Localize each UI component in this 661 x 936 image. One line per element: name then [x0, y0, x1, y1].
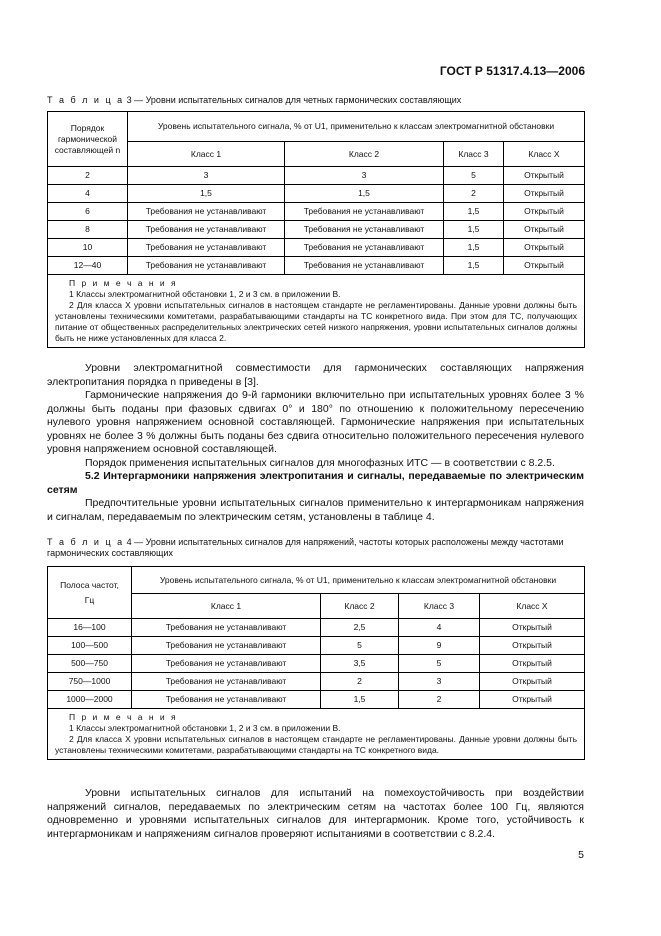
table4-class-2: Класс 2: [321, 594, 399, 619]
table4-caption-text: 4 — Уровни испытательных сигналов для напряжений, частоты которых расположены между частотами гармонических составляющих: [47, 537, 564, 558]
table4-caption: [47, 537, 615, 559]
page-number: 5: [578, 849, 584, 861]
table3-class-x: Класс X: [504, 142, 585, 167]
note-1: 1 Классы электромагнитной обстановки 1, 2 и 3 см. в приложении В.: [69, 723, 341, 733]
table-cell: 6: [48, 203, 128, 221]
table-cell: 750—1000: [48, 673, 132, 691]
table-cell: Открытый: [504, 185, 585, 203]
table-cell: 2: [48, 167, 128, 185]
table-cell: Требования не устанавливают: [132, 691, 321, 709]
paragraph: Уровни электромагнитной совместимости для гармонических составляющих напряжения электропитания порядка n приведены в [3].: [47, 362, 584, 388]
table-cell: Требования не устанавливают: [132, 673, 321, 691]
table-cell: 9: [399, 637, 480, 655]
table-cell: 5: [399, 655, 480, 673]
table3: [47, 111, 585, 348]
table-row: [48, 619, 585, 637]
table-cell: Требования не устанавливают: [285, 221, 444, 239]
table-row: [48, 673, 585, 691]
table4-class-x: Класс X: [480, 594, 585, 619]
table-cell: Открытый: [480, 655, 585, 673]
table-cell: Открытый: [480, 691, 585, 709]
table-row: [48, 239, 585, 257]
table-cell: 4: [399, 619, 480, 637]
table-row: [48, 637, 585, 655]
table-cell: 4: [48, 185, 128, 203]
table-cell: Требования не устанавливают: [128, 239, 285, 257]
table3-caption-text: 3 — Уровни испытательных сигналов для четных гармонических составляющих: [124, 95, 462, 105]
table-cell: 1,5: [285, 185, 444, 203]
table-row: [48, 167, 585, 185]
table3-class-3: Класс 3: [444, 142, 504, 167]
note-1: 1 Классы электромагнитной обстановки 1, 2 и 3 см. в приложении В.: [69, 289, 341, 299]
table-cell: Открытый: [504, 221, 585, 239]
table-cell: Требования не устанавливают: [128, 221, 285, 239]
table-cell: 2: [444, 185, 504, 203]
table-cell: 3: [285, 167, 444, 185]
paragraph: Порядок применения испытательных сигналов для многофазных ИТС — в соответствии с 8.2.5.: [85, 456, 555, 469]
paragraph: Гармонические напряжения до 9-й гармоники включительно при испытательных уровнях более 3 % должны быть поданы при фазовых сдвигах 0° и 180° по отношению к положительному пересечению нулевого уровня напряжением основной составляющей. Гармонические напряжения при испытательных уровнях не более 3 % должны быть поданы без сдвига относительно положительного пересечения нулевого уровня напряжением основной составляющей.: [47, 389, 584, 455]
table3-class-1: Класс 1: [128, 142, 285, 167]
table-cell: 12—40: [48, 257, 128, 275]
table-cell: Открытый: [504, 167, 585, 185]
note-2: 2 Для класса X уровни испытательных сигналов в настоящем стандарте не регламентированы. Данные уровни должны быть установлены техническими комитетами, разрабатывающими стандарты на ТС конкретного вида. При этом для ТС, получающих питание от общественных распределительных электрических сетей низкого напряжения, уровни испытательных сигналов должны быть не ниже установленных для класса 2.: [55, 300, 577, 343]
section-heading-5-2: 5.2 Интергармоники напряжения электропитания и сигналы, передаваемые по электрическим сетям: [47, 470, 584, 496]
table-cell: Требования не устанавливают: [132, 637, 321, 655]
table3-col-level: Уровень испытательного сигнала, % от U1, применительно к классам электромагнитной обстановки: [128, 112, 585, 142]
table-cell: 1,5: [444, 221, 504, 239]
table-cell: Открытый: [480, 673, 585, 691]
table-cell: 1,5: [444, 203, 504, 221]
table-cell: 1,5: [128, 185, 285, 203]
table-cell: 1,5: [444, 257, 504, 275]
table-row: [48, 691, 585, 709]
table-row: [48, 185, 585, 203]
table4-col-band: Полоса частот, Гц: [48, 567, 132, 619]
table-cell: Открытый: [480, 619, 585, 637]
table-cell: Требования не устанавливают: [128, 203, 285, 221]
table-cell: Открытый: [504, 257, 585, 275]
standard-code: ГОСТ Р 51317.4.13—2006: [439, 64, 585, 78]
table-cell: 3,5: [321, 655, 399, 673]
table-cell: 1,5: [444, 239, 504, 257]
table-cell: 2: [399, 691, 480, 709]
notes-title: П р и м е ч а н и я: [69, 712, 178, 722]
table-cell: Открытый: [480, 637, 585, 655]
table3-caption-prefix: Т а б л и ц а: [47, 95, 125, 105]
table-cell: Открытый: [504, 239, 585, 257]
table-row: [48, 221, 585, 239]
table3-caption: [47, 95, 615, 106]
table4-notes: [48, 709, 585, 760]
table-cell: 500—750: [48, 655, 132, 673]
table-cell: 3: [128, 167, 285, 185]
table-cell: 16—100: [48, 619, 132, 637]
table-cell: 100—500: [48, 637, 132, 655]
table3-class-2: Класс 2: [285, 142, 444, 167]
table-cell: 5: [444, 167, 504, 185]
table-cell: 2: [321, 673, 399, 691]
table-cell: 2,5: [321, 619, 399, 637]
table4: [47, 566, 585, 760]
table-row: [48, 257, 585, 275]
table-cell: Открытый: [504, 203, 585, 221]
body-text-1: [47, 362, 584, 524]
table-row: [48, 655, 585, 673]
table-cell: Требования не устанавливают: [132, 655, 321, 673]
table4-class-1: Класс 1: [132, 594, 321, 619]
table-cell: Требования не устанавливают: [128, 257, 285, 275]
table3-notes: [48, 275, 585, 348]
body-text-3: [47, 787, 584, 841]
table3-col-order: Порядок гармонической составляющей n: [48, 112, 128, 167]
table-cell: Требования не устанавливают: [285, 257, 444, 275]
table-cell: 3: [399, 673, 480, 691]
table4-caption-prefix: Т а б л и ц а: [47, 537, 125, 547]
table4-col-level: Уровень испытательного сигнала, % от U1, применительно к классам электромагнитной обстановки: [132, 567, 585, 594]
table-row: [48, 203, 585, 221]
table-cell: 10: [48, 239, 128, 257]
paragraph: Предпочтительные уровни испытательных сигналов применительно к интергармоникам напряжения и сигналам, передаваемым по электрическим сетям, установлены в таблице 4.: [47, 497, 584, 523]
table4-class-3: Класс 3: [399, 594, 480, 619]
notes-title: П р и м е ч а н и я: [69, 278, 178, 288]
table-cell: Требования не устанавливают: [285, 203, 444, 221]
table-cell: 1,5: [321, 691, 399, 709]
note-2: 2 Для класса X уровни испытательных сигналов в настоящем стандарте не регламентированы. Данные уровни должны быть установлены техническими комитетами, разрабатывающими стандарты на ТС конкретного вида.: [55, 734, 577, 755]
table-cell: Требования не устанавливают: [285, 239, 444, 257]
table-cell: 1000—2000: [48, 691, 132, 709]
table-cell: 8: [48, 221, 128, 239]
table-cell: Требования не устанавливают: [132, 619, 321, 637]
table-cell: 5: [321, 637, 399, 655]
paragraph: Уровни испытательных сигналов для испытаний на помехоустойчивость при воздействии напряжений сигналов, передаваемых по электрическим сетям на частотах более 100 Гц, являются одновременно и уровнями испытательных сигналов для интергармоник. Кроме того, устойчивость к интергармоникам и напряжениям сигналов проверяют испытаниями в соответствии с 8.2.4.: [47, 787, 584, 840]
